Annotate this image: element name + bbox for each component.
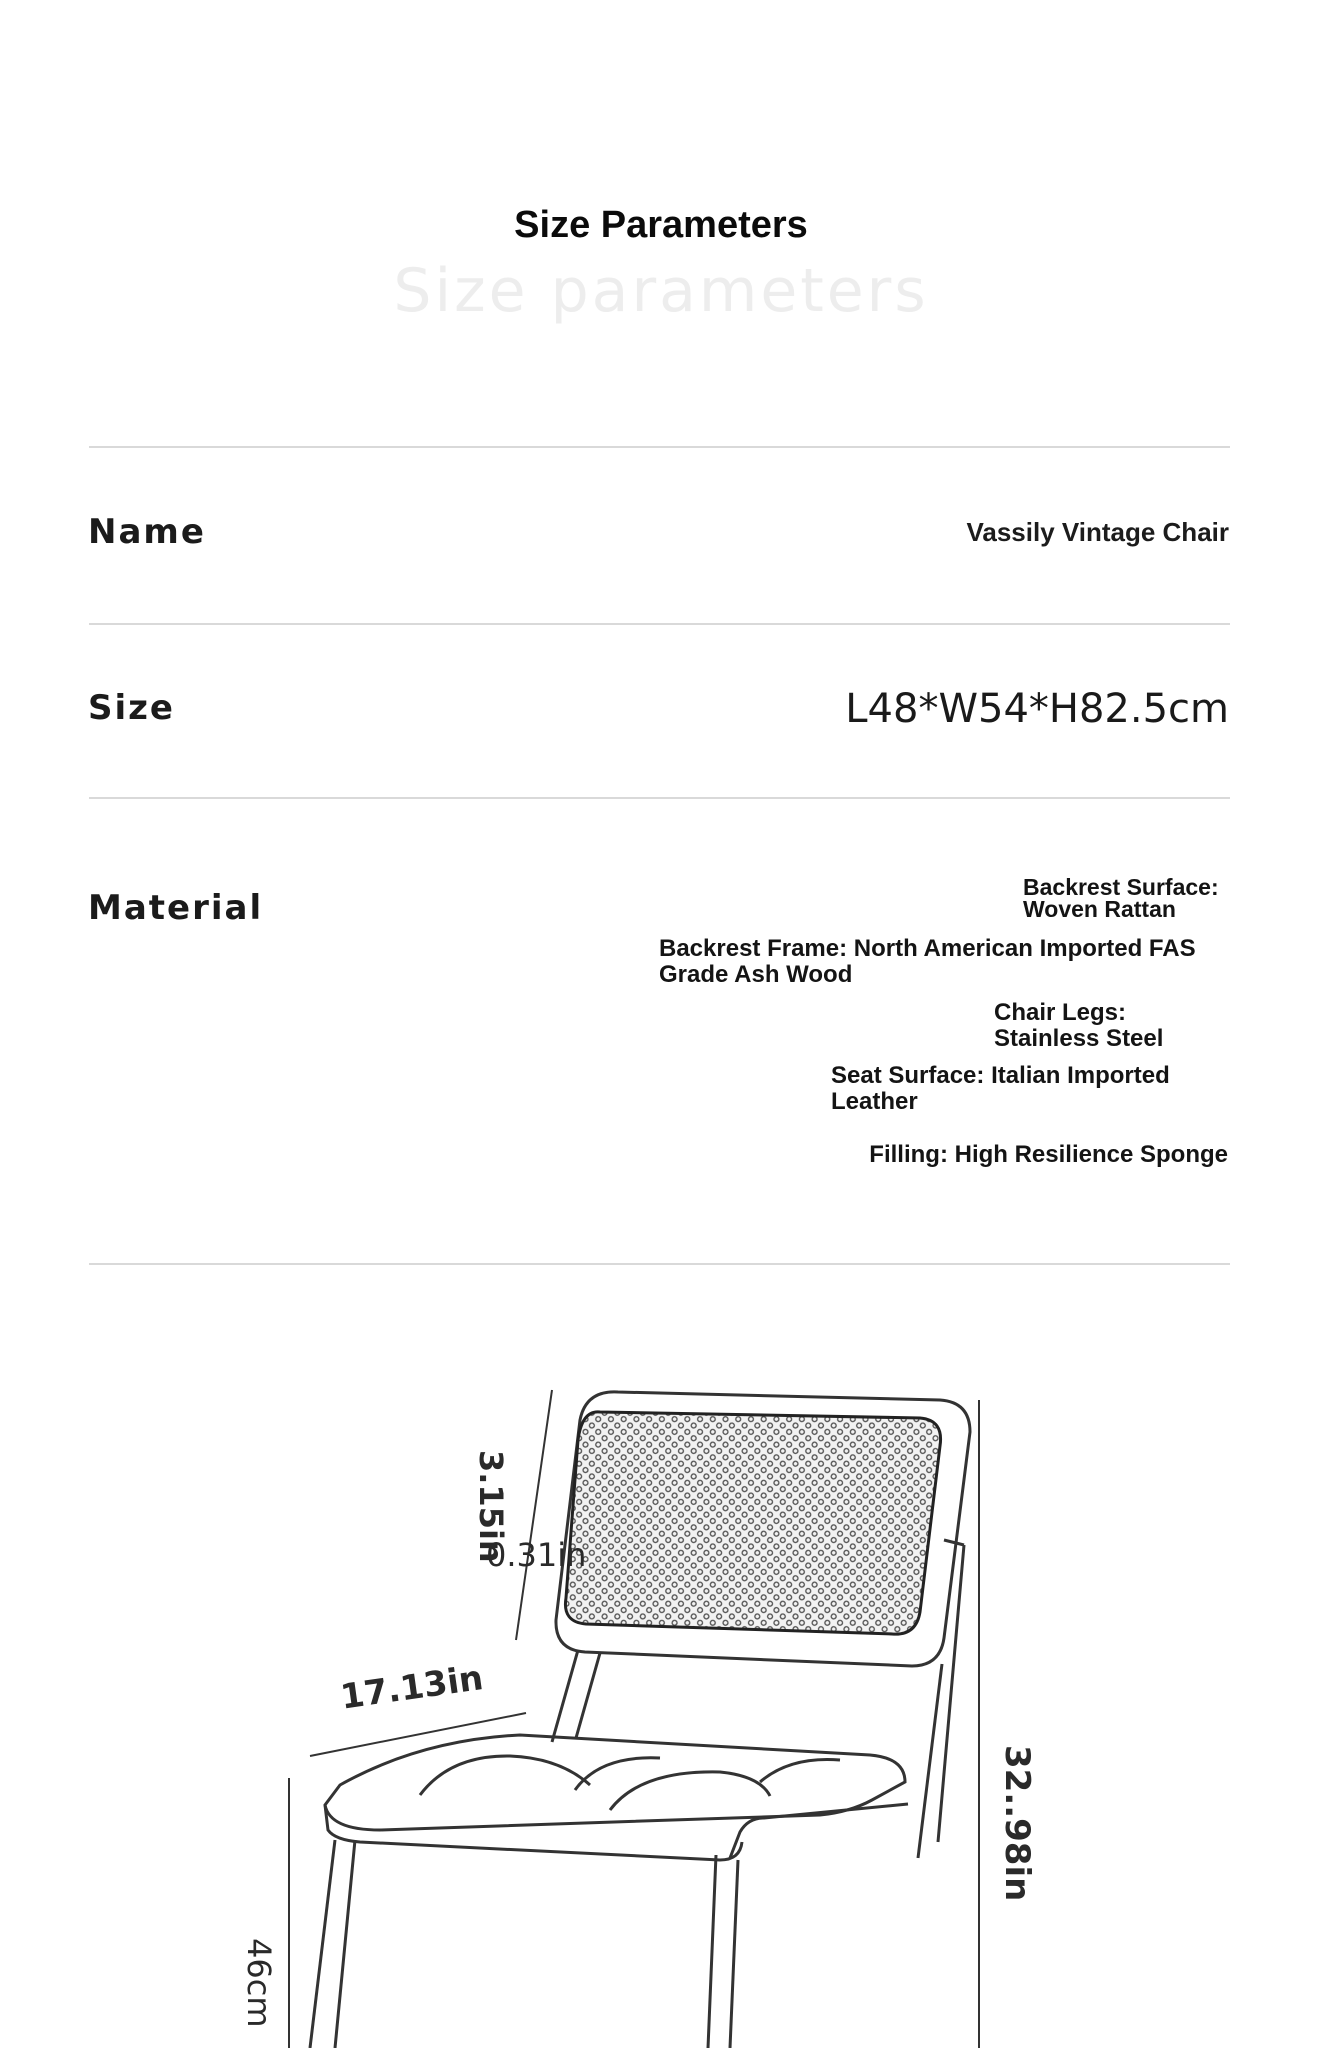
rattan-panel (565, 1412, 940, 1634)
dimension-total-height: 32..98in (997, 1745, 1037, 1902)
dimension-back-height: 3.15in (472, 1450, 510, 1563)
page-title: Size Parameters (514, 204, 808, 246)
name-value: Vassily Vintage Chair (966, 517, 1229, 547)
material-seat-surface: Seat Surface: Italian Imported Leather (831, 1062, 1170, 1115)
material-chair-legs: Chair Legs: Stainless Steel (994, 999, 1164, 1052)
material-label: Material (88, 888, 264, 928)
name-label: Name (88, 512, 206, 552)
material-backrest-surface: Backrest Surface: Woven Rattan (1023, 874, 1219, 922)
dimension-seat-height: 46cm (240, 1938, 278, 2028)
page-subtitle-watermark: Size parameters (393, 256, 929, 326)
dimension-frame-thickness: 0.31in (486, 1536, 587, 1574)
material-filling: Filling: High Resilience Sponge (869, 1141, 1228, 1168)
dimension-seat-depth: 17.13in (338, 1658, 486, 1718)
chair-seat (325, 1735, 905, 1860)
size-value: L48*W54*H82.5cm (845, 686, 1229, 732)
material-backrest-frame: Backrest Frame: North American Imported FAS Grade Ash Wood (659, 935, 1196, 988)
size-label: Size (88, 688, 175, 728)
